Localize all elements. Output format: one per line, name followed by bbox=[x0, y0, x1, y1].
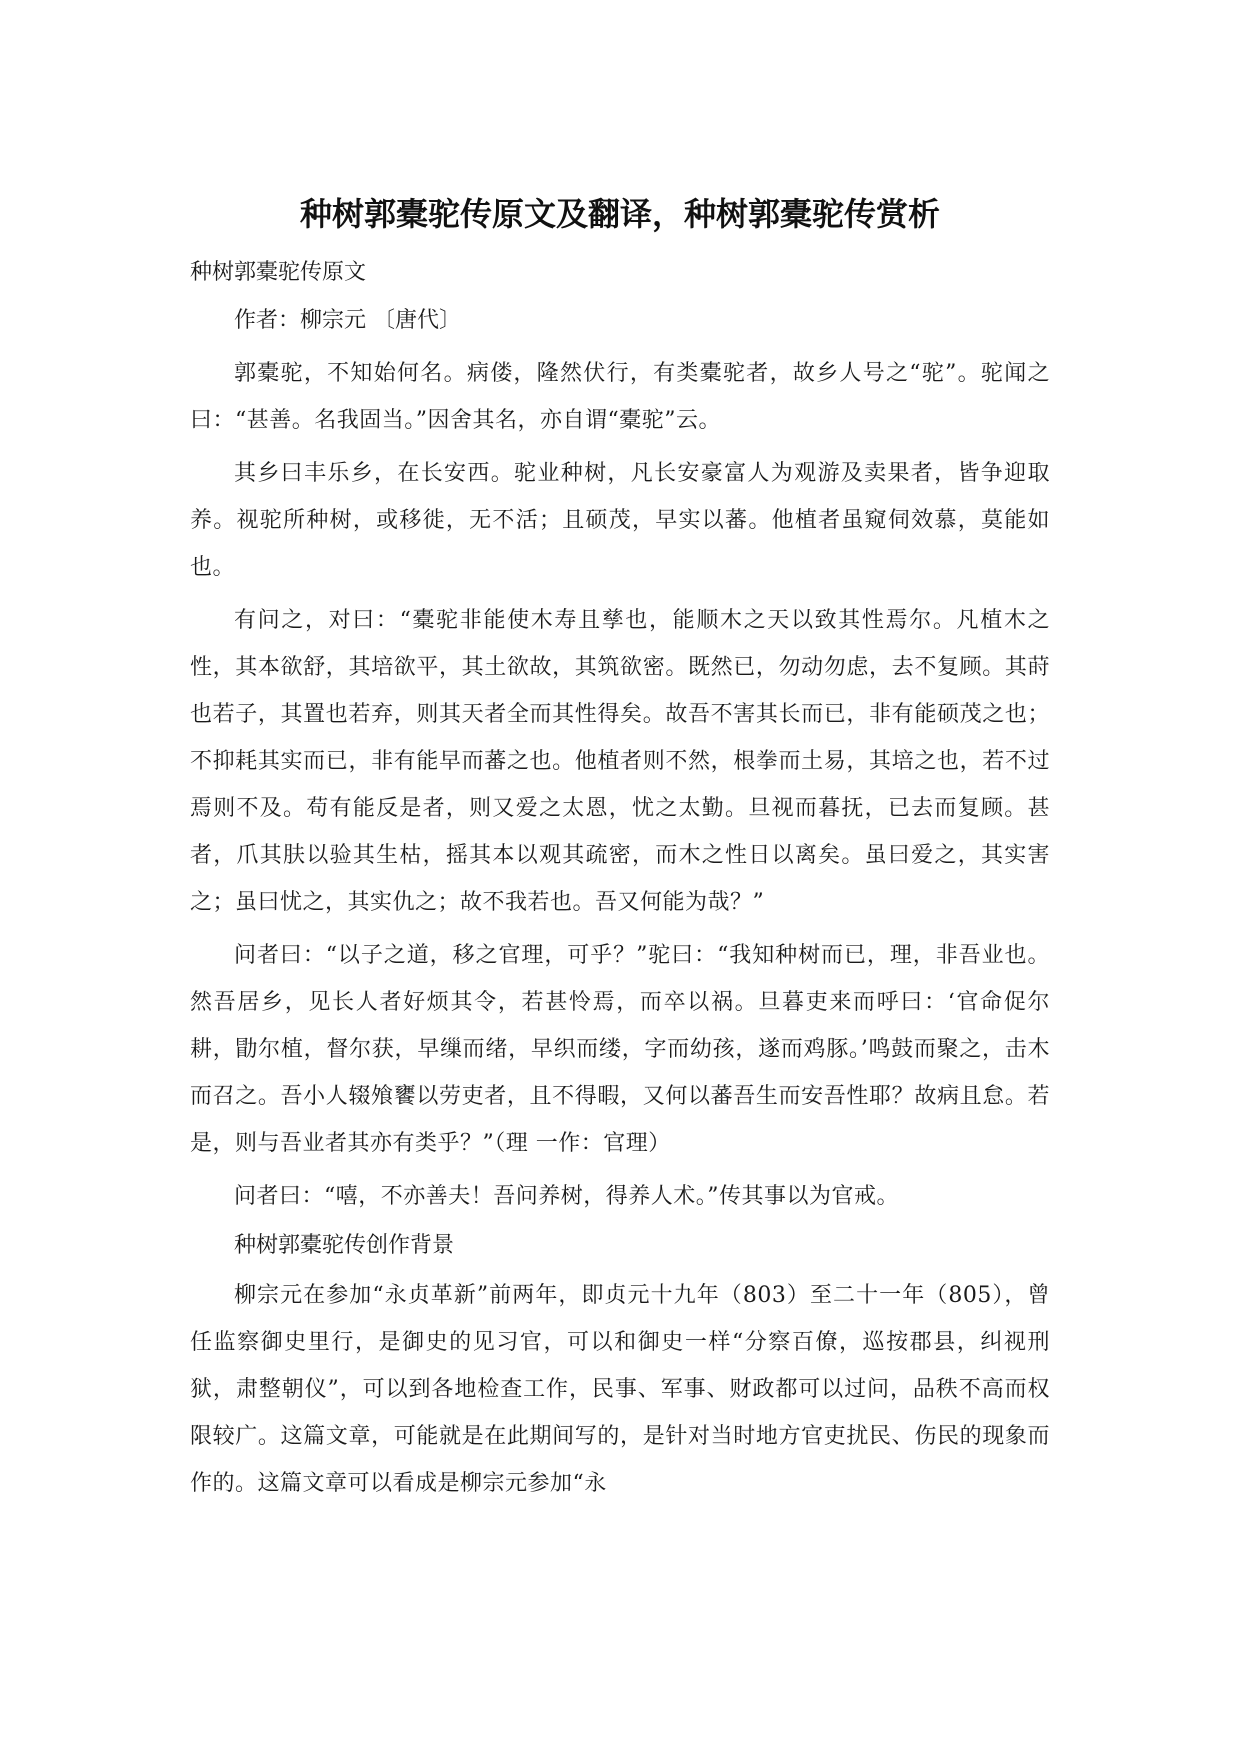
paragraph-2: 其乡曰丰乐乡，在长安西。驼业种树，凡长安豪富人为观游及卖果者，皆争迎取养。视驼所种树，或移徙，无不活；且硕茂，早实以蕃。他植者虽窥伺效慕，莫能如也。 bbox=[190, 461, 1050, 580]
background-section-heading: 种树郭橐驼传创作背景 bbox=[234, 1233, 455, 1258]
document-page bbox=[190, 190, 1050, 1513]
background-paragraph: 柳宗元在参加“永贞革新”前两年，即贞元十九年（803）至二十一年（805），曾任监察御史里行，是御史的见习官，可以和御史一样“分察百僚，巡按郡县，纠视刑狱，肃整朝仪”，可以到各地检查工作，民事、军事、财政都可以过问，品秩不高而权限较广。这篇文章，可能就是在此期间写的，是针对当时地方官吏扰民、伤民的现象而作的。这篇文章可以看成是柳宗元参加“永 bbox=[190, 1283, 1050, 1496]
paragraph-1: 郭橐驼，不知始何名。病偻，隆然伏行，有类橐驼者，故乡人号之“驼”。驼闻之曰：“甚善。名我固当。”因舍其名，亦自谓“橐驼”云。 bbox=[190, 361, 1050, 433]
document-title: 种树郭橐驼传原文及翻译，种树郭橐驼传赏析 bbox=[299, 195, 940, 233]
paragraph-4: 问者曰：“以子之道，移之官理，可乎？”驼曰：“我知种树而已，理，非吾业也。然吾居乡，见长人者好烦其令，若甚怜焉，而卒以祸。旦暮吏来而呼曰：‘官命促尔耕，勖尔植，督尔获，早缫而绪，早织而缕，字而幼孩，遂而鸡豚。’鸣鼓而聚之，击木而召之。吾小人辍飧饔以劳吏者，且不得暇，又何以蕃吾生而安吾性耶？故病且怠。若是，则与吾业者其亦有类乎？”（理 一作：官理） bbox=[190, 943, 1050, 1156]
author-line: 作者：柳宗元 〔唐代〕 bbox=[234, 308, 461, 333]
original-text-subtitle: 种树郭橐驼传原文 bbox=[190, 260, 367, 285]
paragraph-3: 有问之，对曰：“橐驼非能使木寿且孳也，能顺木之天以致其性焉尔。凡植木之性，其本欲舒，其培欲平，其土欲故，其筑欲密。既然已，勿动勿虑，去不复顾。其莳也若子，其置也若弃，则其天者全而其性得矣。故吾不害其长而已，非有能硕茂之也；不抑耗其实而已，非有能早而蕃之也。他植者则不然，根拳而土易，其培之也，若不过焉则不及。苟有能反是者，则又爱之太恩，忧之太勤。旦视而暮抚，已去而复顾。甚者，爪其肤以验其生枯，摇其本以观其疏密，而木之性日以离矣。虽曰爱之，其实害之；虽曰忧之，其实仇之；故不我若也。吾又何能为哉？” bbox=[190, 608, 1050, 915]
paragraph-5: 问者曰：“嘻，不亦善夫！吾问养树，得养人术。”传其事以为官戒。 bbox=[234, 1184, 899, 1209]
